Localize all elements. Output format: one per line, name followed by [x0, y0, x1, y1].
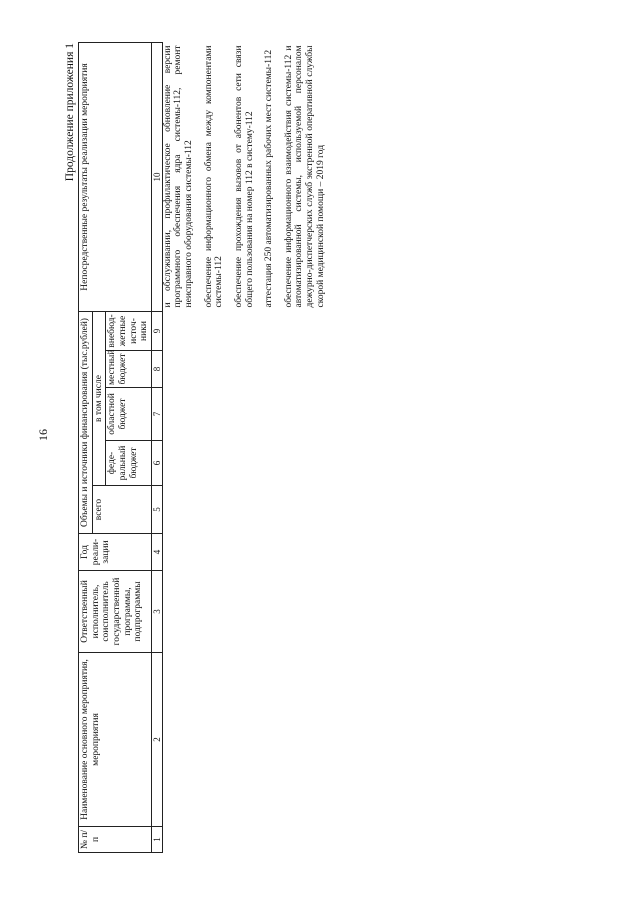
results-row [162, 42, 335, 852]
column-number: 3 [151, 571, 162, 653]
column-number: 7 [151, 388, 162, 441]
result-paragraph: обеспечение прохождения вызовов от абонентов сети связи общего пользования на номер 112 в систему-112 [233, 45, 255, 308]
column-number: 5 [151, 486, 162, 534]
header-extra: внебюд-жетные источ-ники [106, 311, 152, 350]
header-executor: Ответственный исполнитель, соисполнитель государственной программы, подпрограммы [79, 571, 152, 653]
column-number: 9 [151, 311, 162, 350]
header-regional: областной бюджет [106, 388, 152, 441]
page-content [64, 43, 335, 853]
header-name: Наименование основного мероприятия, мероприятия [79, 653, 152, 827]
column-number: 6 [151, 441, 162, 486]
header-year: Год реали-зации [79, 534, 152, 571]
result-paragraph: и обслуживании, профилактическое обновление версии программного обеспечения ядра системы-112, ремонт неисправного оборудования системы-112 [162, 45, 195, 308]
result-paragraph: обеспечение информационного обмена между компонентами системы-112 [203, 45, 225, 308]
column-number: 2 [151, 653, 162, 827]
program-table [78, 42, 335, 853]
result-paragraph: аттестация 250 автоматизированных рабочих мест системы-112 [264, 49, 275, 308]
header-total: всего [92, 486, 151, 534]
column-number: 1 [151, 827, 162, 853]
column-number: 8 [151, 351, 162, 388]
appendix-caption: Продолжение приложения 1 [64, 43, 76, 182]
page-number: 16 [36, 429, 50, 441]
header-no: № п/п [79, 827, 152, 853]
header-finance: Объемы и источники финансирования (тыс.рублей) [79, 311, 93, 533]
results-cell [162, 42, 335, 311]
column-number: 4 [151, 534, 162, 571]
result-paragraph: обеспечение информационного взаимодействия системы-112 и автоматизированной системы, используемой персоналом дежурно-диспетчерских служб экстренной оперативной службы скорой медицинской помощи – 2019 год [283, 45, 326, 308]
header-local: местный бюджет [106, 351, 152, 388]
empty-cells [162, 311, 335, 852]
header-result: Непосредственные результаты реализации мероприятия [79, 42, 152, 311]
column-number: 10 [151, 42, 162, 311]
header-federal: феде-ральный бюджет [106, 441, 152, 486]
header-including: в том числе [92, 311, 106, 485]
column-number-row [151, 42, 162, 852]
